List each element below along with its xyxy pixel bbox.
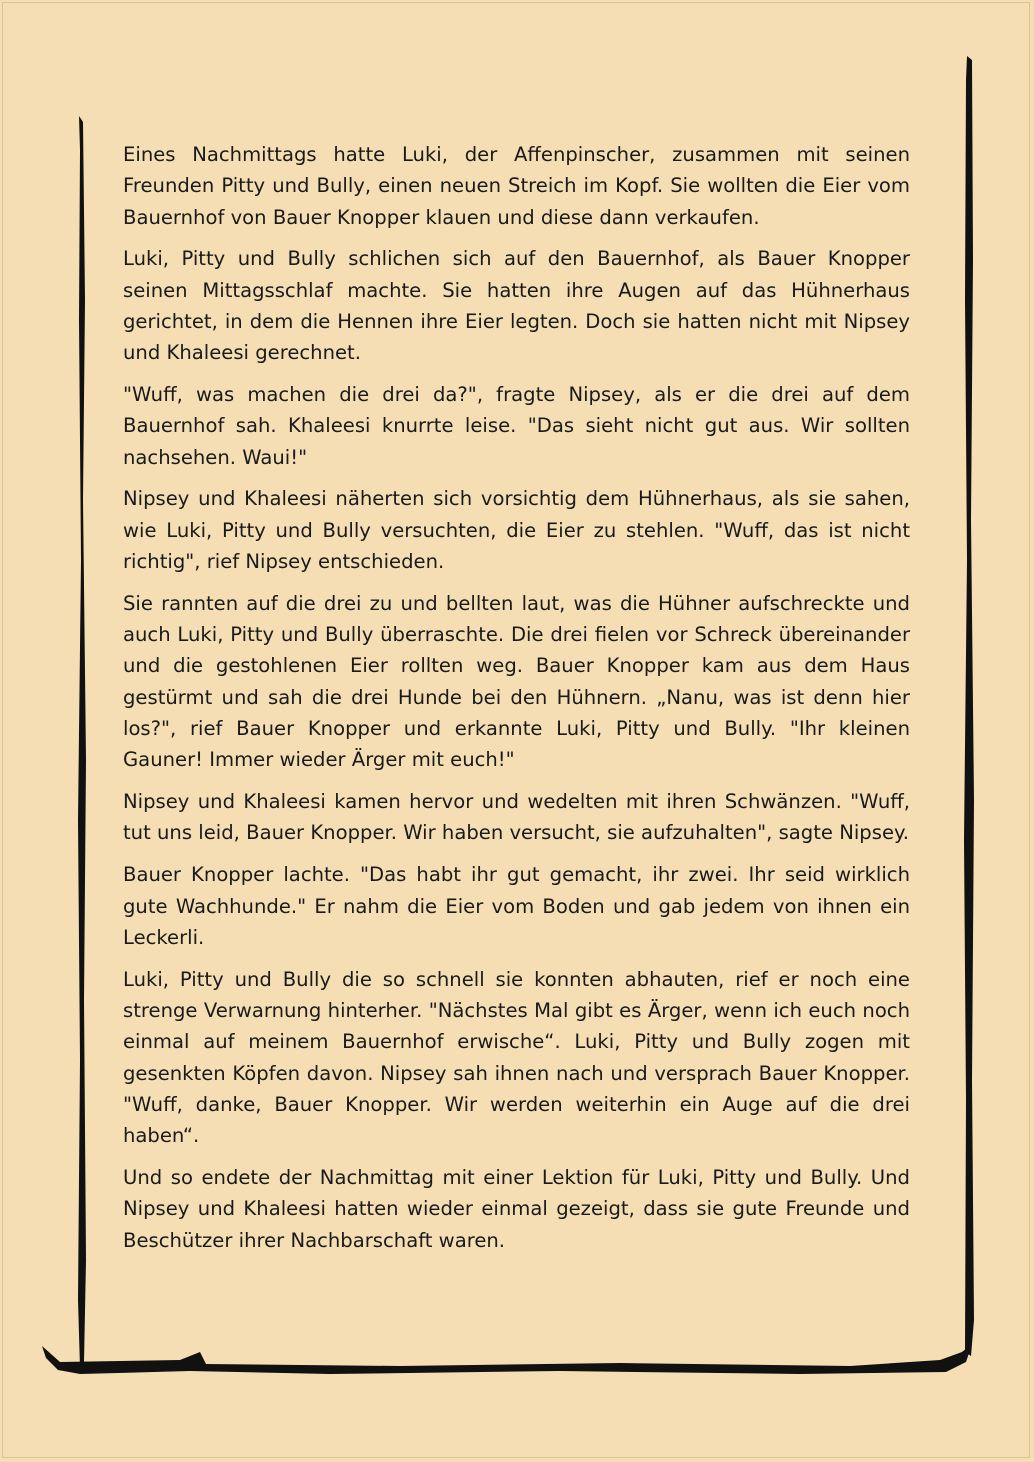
story-paragraph: Und so endete der Nachmittag mit einer Lektion für Luki, Pitty und Bully. Und Nipsey und Khaleesi hatten wieder einmal gezeigt, dass sie gute Freunde und Beschützer ihrer Nachbarschaft waren.	[123, 1165, 910, 1252]
story-paragraph: "Wuff, was machen die drei da?", fragte Nipsey, als er die drei auf dem Bauernhof sah. Khaleesi knurrte leise. "Das sieht nicht gut aus. Wir sollten nachsehen. Waui!"	[123, 383, 910, 469]
frame-left-stroke	[78, 116, 86, 1368]
frame-bottom-stroke	[42, 1344, 972, 1374]
story-text	[123, 139, 910, 1266]
story-paragraph: Nipsey und Khaleesi näherten sich vorsichtig dem Hühnerhaus, als sie sahen, wie Luki, Pitty und Bully versuchten, die Eier zu stehlen. "Wuff, das ist nicht richtig", rief Nipsey entschieden.	[123, 487, 910, 574]
story-paragraph: Eines Nachmittags hatte Luki, der Affenpinscher, zusammen mit seinen Freunden Pitty und Bully, einen neuen Streich im Kopf. Sie wollten die Eier vom Bauernhof von Bauer Knopper klauen und diese dann verkaufen.	[123, 143, 910, 229]
frame-right-stroke	[964, 56, 974, 1356]
story-paragraph: Bauer Knopper lachte. "Das habt ihr gut gemacht, ihr zwei. Ihr seid wirklich gute Wachhunde." Er nahm die Eier vom Boden und gab jedem von ihnen ein Leckerli.	[123, 863, 910, 949]
story-paragraph: Luki, Pitty und Bully schlichen sich auf den Bauernhof, als Bauer Knopper seinen Mittagsschlaf machte. Sie hatten ihre Augen auf das Hühnerhaus gerichtet, in dem die Hennen ihre Eier legten. Doch sie hatten nicht mit Nipsey und Khaleesi gerechnet.	[123, 247, 910, 365]
story-paragraph: Luki, Pitty und Bully die so schnell sie konnten abhauten, rief er noch eine strenge Verwarnung hinterher. "Nächstes Mal gibt es Ärger, wenn ich euch noch einmal auf meinem Bauernhof erwische“. Luki, Pitty und Bully zogen mit gesenkten Köpfen davon. Nipsey sah ihnen nach und versprach Bauer Knopper. "Wuff, danke, Bauer Knopper. Wir werden weiterhin ein Auge auf die drei haben“.	[123, 967, 910, 1148]
story-paragraph: Sie rannten auf die drei zu und bellten laut, was die Hühner aufschreckte und auch Luki, Pitty und Bully überraschte. Die drei fielen vor Schreck übereinander und die gestohlenen Eier rollten weg. Bauer Knopper kam aus dem Haus gestürmt und sah die drei Hunde bei den Hühnern. „Nanu, was ist denn hier los?", rief Bauer Knopper und erkannte Luki, Pitty und Bully. "Ihr kleinen Gauner! Immer wieder Ärger mit euch!"	[123, 591, 910, 772]
story-paragraph: Nipsey und Khaleesi kamen hervor und wedelten mit ihren Schwänzen. "Wuff, tut uns leid, Bauer Knopper. Wir haben versucht, sie aufzuhalten", sagte Nipsey.	[123, 790, 910, 845]
